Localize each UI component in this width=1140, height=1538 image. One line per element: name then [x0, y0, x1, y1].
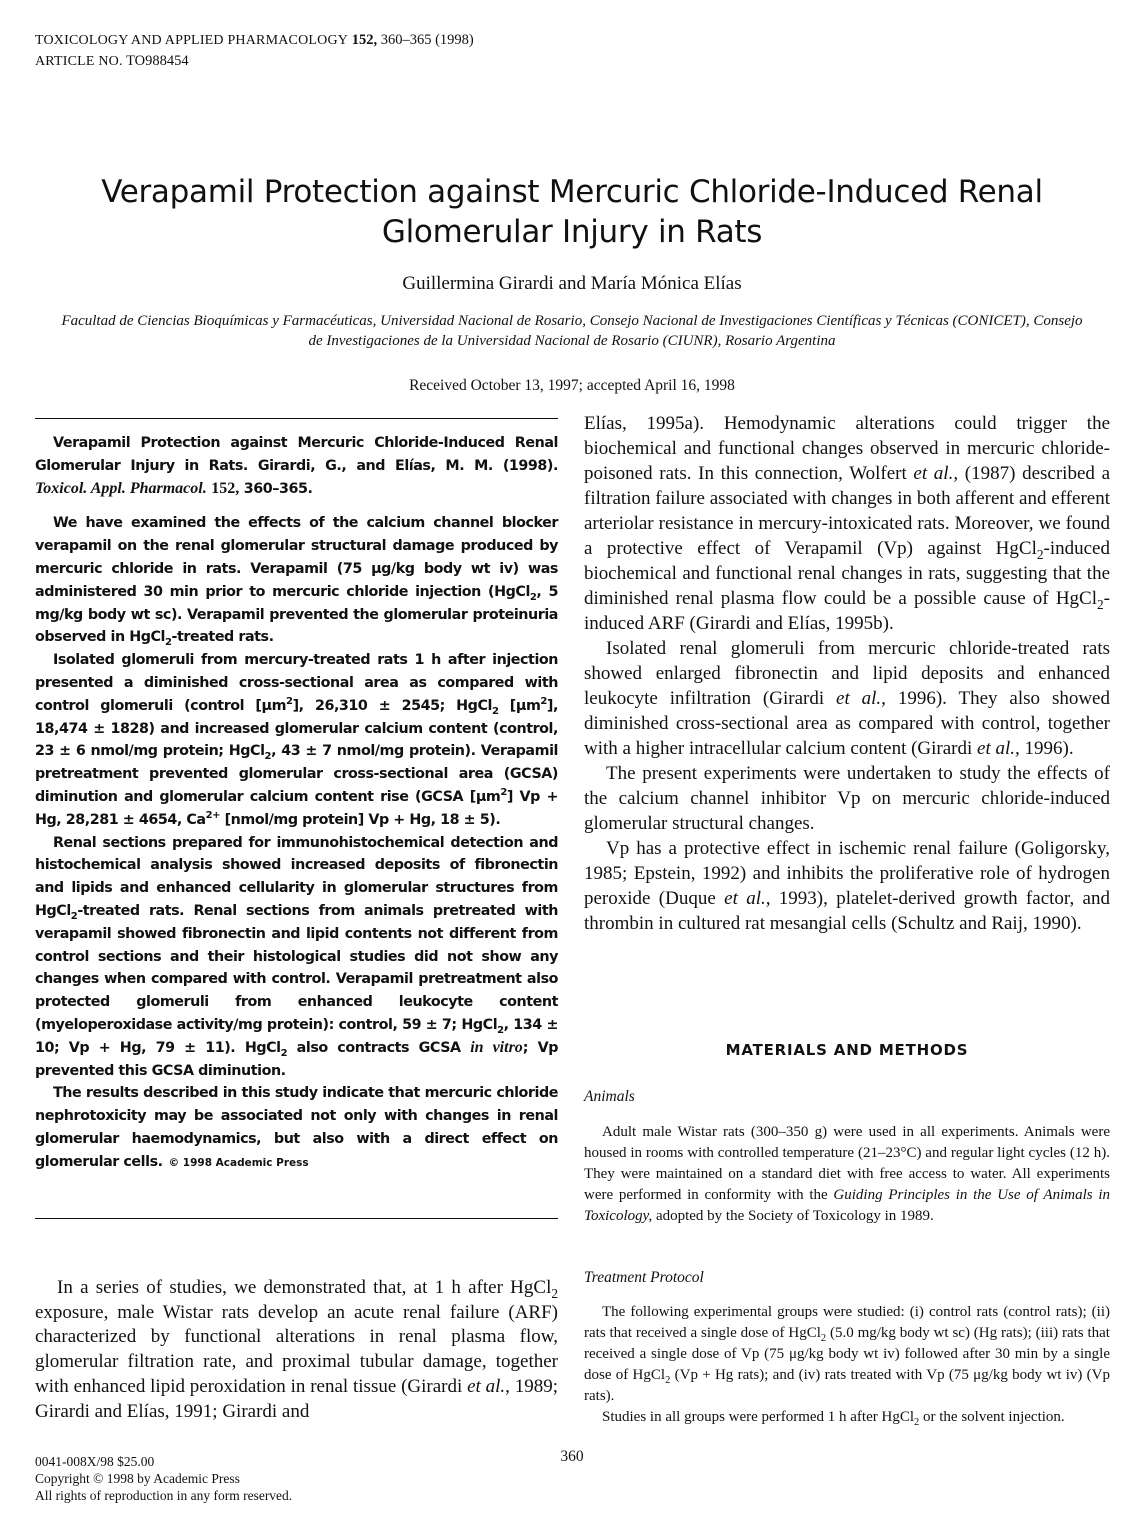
journal-name: TOXICOLOGY AND APPLIED PHARMACOLOGY — [35, 33, 349, 48]
body-paragraph: The following experimental groups were studied: (i) control rats (control rats); (ii) rats that received a single dose of HgCl$_2$ (5.0 mg/kg body wt sc) (Hg rats); (iii) rats that received a single dose of Vp (75 μg/kg body wt iv) followed after 30 min by a single dose of HgCl$_2$ (Vp + Hg rats); and (iv) rats treated with Vp (75 μg/kg body wt iv) (Vp rats). — [584, 1304, 1111, 1404]
body-paragraph: Adult male Wistar rats (300–350 g) were used in all experiments. Animals were housed in rooms with controlled temperature (21–23°C) and regular light cycles (12 h). They were maintained on a standard diet with free access to water. All experiments were performed in conformity with the Guiding Principles in the Use of Animals in Toxicology, adopted by the Society of Toxicology in 1989. — [584, 1124, 1111, 1224]
article-line — [35, 51, 474, 72]
body-paragraph: In a series of studies, we demonstrated that, at 1 h after HgCl$_2$ exposure, male Wistar rats develop an acute renal failure (ARF) characterized by functional alterations in renal plasma flow, glomerular filtration rate, and proximal tubular damage, together with enhanced lipid peroxidation in renal tissue (Girardi et al., 1989; Girardi and Elías, 1991; Girardi and — [35, 1277, 558, 1422]
abstract-bottom-rule — [35, 1218, 558, 1219]
abstract-paragraph: We have examined the effects of the calcium channel blocker verapamil on the renal glomerular structural damage produced by mercuric chloride in rats. Verapamil (75 μg/kg body wt iv) was administered 30 min prior to mercuric chloride injection (HgCl$_2$, 5 mg/kg body wt sc). Verapamil prevented the glomerular proteinuria observed in HgCl$_2$-treated rats. — [35, 515, 558, 649]
abstract-top-rule — [35, 418, 558, 419]
abstract-paragraph: Isolated glomeruli from mercury-treated rats 1 h after injection presented a diminished cross-sectional area as compared with control glomeruli (control $[\mu m^2]$, 26,310 ± 2545; HgCl$_2$ $[\mu m^2]$, 18,474 ± 1828) and increased glomerular calcium content (control, 23 ± 6 nmol/mg protein; HgCl$_2$, 43 ± 7 nmol/mg protein). Verapamil pretreatment prevented glomerular cross-sectional area (GCSA) diminution and glomerular calcium content rise (GCSA $[\mu m^2] Vp + Hg$, 28,281 ± 4654, $Ca^{2+}$ [nmol/mg protein] Vp + Hg, 18 ± 5). — [35, 652, 558, 828]
intro-text — [35, 1276, 558, 1424]
paper-title: Verapamil Protection against Mercuric Chloride-Induced Renal Glomerular Injury in Rats — [101, 174, 1043, 250]
subheading-treatment: Treatment Protocol — [584, 1269, 704, 1286]
journal-volume: 152, — [351, 32, 378, 48]
affiliation: Facultad de Ciencias Bioquímicas y Farmacéuticas, Universidad Nacional de Rosario, Consejo Nacional de Investigaciones Científicas y Técnicas (CONICET), Consejo de Investigaciones de la Universidad Nacional de Rosario (CIUNR), Rosario Argentina — [61, 313, 1083, 349]
abstract-paragraph: Renal sections prepared for immunohistochemical detection and histochemical analysis showed increased deposits of fibronectin and lipids and enhanced cellularity in glomerular structures from HgCl$_2$-treated rats. Renal sections from animals pretreated with verapamil showed fibronectin and lipid contents not different from control sections and their histological studies did not show any changes when compared with control. Verapamil pretreatment also protected glomeruli from enhanced leukocyte content (myeloperoxidase activity/mg protein): control, 59 ± 7; HgCl$_2$, 134 ± 10; Vp + Hg, 79 ± 11). HgCl$_2$ also contracts GCSA in vitro; Vp prevented this GCSA diminution. — [35, 834, 559, 1079]
body-paragraph: Studies in all groups were performed 1 h after HgCl$_2$ or the solvent injection. — [602, 1409, 1065, 1428]
treatment-text — [584, 1302, 1110, 1428]
abstract-paragraph: The results described in this study indicate that mercuric chloride nephrotoxicity may be associated not only with changes in renal glomerular haemodynamics, but also with a direct effect on glomerular cells. © 1998 Academic Press — [35, 1085, 558, 1170]
authors: Guillermina Girardi and María Mónica Elías — [402, 273, 742, 294]
footer-copyright: Copyright © 1998 by Academic Press — [35, 1471, 240, 1486]
journal-header — [35, 30, 474, 72]
received-date: Received October 13, 1997; accepted April 16, 1998 — [409, 377, 735, 394]
right-column-text — [584, 411, 1110, 936]
article-number: TO988454 — [126, 53, 189, 69]
journal-pages: 360–365 (1998) — [380, 32, 474, 48]
footer-rights: All rights of reproduction in any form reserved. — [35, 1488, 293, 1503]
abstract-copyright: © 1998 Academic Press — [168, 1156, 309, 1169]
subheading-animals: Animals — [584, 1088, 635, 1105]
article-label: ARTICLE NO. — [35, 54, 123, 69]
abstract — [35, 432, 558, 1175]
abstract-citation: Verapamil Protection against Mercuric Chloride-Induced Renal Glomerular Injury in Rats. Girardi, G., and Elías, M. M. (1998). Toxicol. Appl. Pharmacol. 152, 360–365. — [35, 435, 558, 497]
section-heading-methods: MATERIALS AND METHODS — [725, 1041, 969, 1059]
footer — [35, 1453, 292, 1504]
body-paragraph: Vp has a protective effect in ischemic renal failure (Goligorsky, 1985; Epstein, 1992) and inhibits the proliferative role of hydrogen peroxide (Duque et al., 1993), platelet-derived growth factor, and thrombin in cultured rat mesangial cells (Schultz and Raij, 1990). — [584, 838, 1110, 934]
body-paragraph: Elías, 1995a). Hemodynamic alterations could trigger the biochemical and functional changes observed in mercuric chloride-poisoned rats. In this connection, Wolfert et al., (1987) described a filtration failure associated with changes in both afferent and efferent arteriolar resistance in mercury-intoxicated rats. Moreover, we found a protective effect of Verapamil (Vp) against HgCl$_2$-induced biochemical and functional renal changes in rats, suggesting that the diminished renal plasma flow could be a possible cause of HgCl$_2$-induced ARF (Girardi and Elías, 1995b). — [584, 413, 1110, 634]
body-paragraph: The present experiments were undertaken to study the effects of the calcium channel inhibitor Vp on mercuric chloride-induced glomerular structural changes. — [584, 763, 1110, 834]
page-number: 360 — [560, 1448, 584, 1465]
animals-text — [584, 1122, 1110, 1227]
body-paragraph: Isolated renal glomeruli from mercuric chloride-treated rats showed enlarged fibronectin and lipid deposits and enhanced leukocyte infiltration (Girardi et al., 1996). They also showed diminished cross-sectional area as compared with control, together with a higher intracellular calcium content (Girardi et al., 1996). — [584, 638, 1110, 759]
footer-issn: 0041-008X/98 $25.00 — [35, 1454, 155, 1469]
journal-line — [35, 30, 474, 51]
